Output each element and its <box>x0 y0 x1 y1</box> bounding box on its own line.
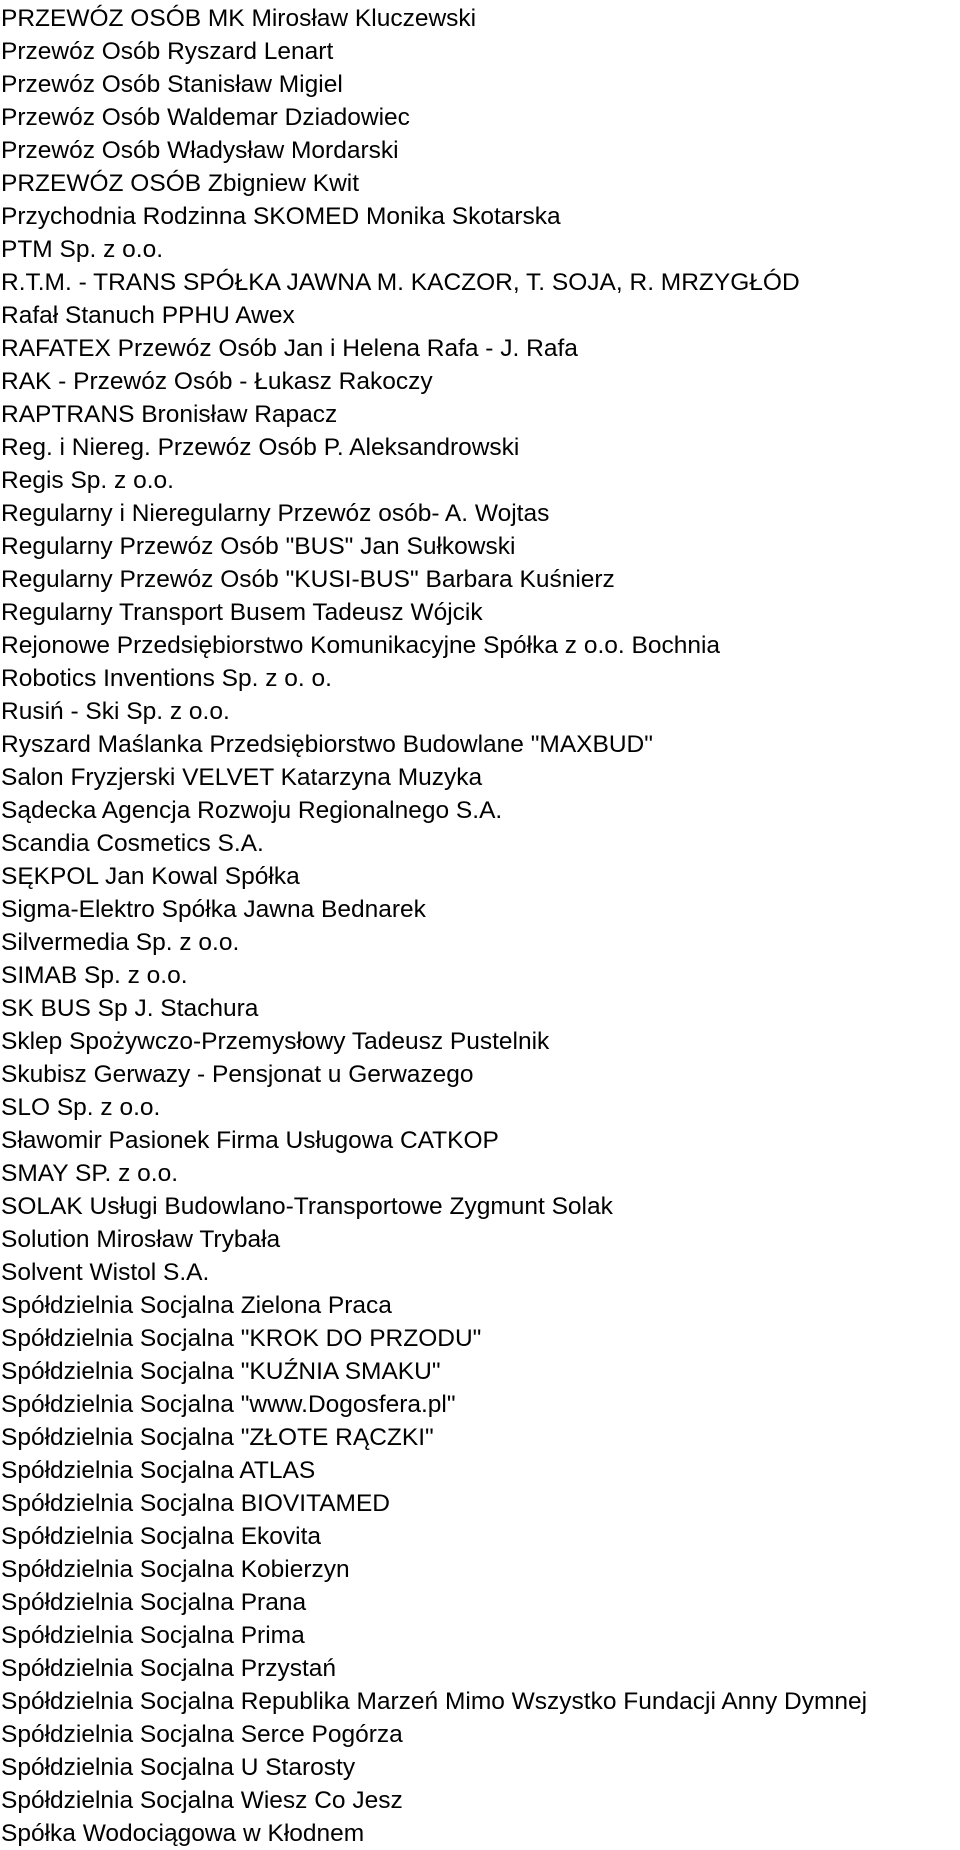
list-item: PRZEWÓZ OSÓB Zbigniew Kwit <box>1 170 360 197</box>
list-item: Przychodnia Rodzinna SKOMED Monika Skotarska <box>1 203 561 230</box>
list-item: Spółdzielnia Socjalna ATLAS <box>1 1457 316 1484</box>
list-item: Spółdzielnia Socjalna Prana <box>1 1589 307 1616</box>
list-item: Spółdzielnia Socjalna "ZŁOTE RĄCZKI" <box>1 1424 434 1451</box>
list-item: Solution Mirosław Trybała <box>1 1226 281 1253</box>
list-item: Robotics Inventions Sp. z o. o. <box>1 665 332 692</box>
list-item: Rusiń - Ski Sp. z o.o. <box>1 698 230 725</box>
list-item: PTM Sp. z o.o. <box>1 236 164 263</box>
list-item: Spółka Wodociągowa w Kłodnem <box>1 1820 365 1847</box>
list-item: SLO Sp. z o.o. <box>1 1094 161 1121</box>
list-item: Silvermedia Sp. z o.o. <box>1 929 240 956</box>
list-item: Spółdzielnia Socjalna "KROK DO PRZODU" <box>1 1325 482 1352</box>
list-item: SIMAB Sp. z o.o. <box>1 962 188 989</box>
list-item: Spółdzielnia Socjalna Zielona Praca <box>1 1292 392 1319</box>
list-item: Rafał Stanuch PPHU Awex <box>1 302 295 329</box>
list-item: Skubisz Gerwazy - Pensjonat u Gerwazego <box>1 1061 474 1088</box>
list-item: Spółdzielnia Socjalna Kobierzyn <box>1 1556 350 1583</box>
list-item: SMAY SP. z o.o. <box>1 1160 179 1187</box>
list-item: Przewóz Osób Władysław Mordarski <box>1 137 399 164</box>
list-item: Sigma-Elektro Spółka Jawna Bednarek <box>1 896 426 923</box>
list-item: Spółdzielnia Socjalna "KUŹNIA SMAKU" <box>1 1358 441 1385</box>
list-item: Sądecka Agencja Rozwoju Regionalnego S.A. <box>1 797 503 824</box>
list-item: SĘKPOL Jan Kowal Spółka <box>1 863 300 890</box>
list-item: Spółdzielnia Socjalna Ekovita <box>1 1523 322 1550</box>
list-item: Spółdzielnia Socjalna U Starosty <box>1 1754 356 1781</box>
list-item: Spółdzielnia Socjalna BIOVITAMED <box>1 1490 390 1517</box>
list-item: Scandia Cosmetics S.A. <box>1 830 264 857</box>
list-item: SOLAK Usługi Budowlano-Transportowe Zygmunt Solak <box>1 1193 613 1220</box>
list-item: Salon Fryzjerski VELVET Katarzyna Muzyka <box>1 764 483 791</box>
list-item: Spółdzielnia Socjalna Przystań <box>1 1655 337 1682</box>
list-item: RAFATEX Przewóz Osób Jan i Helena Rafa - J. Rafa <box>1 335 578 362</box>
list-item: PRZEWÓZ OSÓB MK Mirosław Kluczewski <box>1 5 477 32</box>
list-item: Spółdzielnia Socjalna Wiesz Co Jesz <box>1 1787 403 1814</box>
list-item: Regularny Przewóz Osób "BUS" Jan Sułkowski <box>1 533 516 560</box>
list-item: Regularny i Nieregularny Przewóz osób- A. Wojtas <box>1 500 550 527</box>
list-item: Spółdzielnia Socjalna Prima <box>1 1622 305 1649</box>
list-item: Spółdzielnia Socjalna Republika Marzeń Mimo Wszystko Fundacji Anny Dymnej <box>1 1688 868 1715</box>
list-item: Sławomir Pasionek Firma Usługowa CATKOP <box>1 1127 499 1154</box>
list-item: Regularny Transport Busem Tadeusz Wójcik <box>1 599 483 626</box>
list-item: SK BUS Sp J. Stachura <box>1 995 259 1022</box>
list-item: Regularny Przewóz Osób "KUSI-BUS" Barbara Kuśnierz <box>1 566 615 593</box>
list-item: Reg. i Niereg. Przewóz Osób P. Aleksandrowski <box>1 434 520 461</box>
list-item: Sklep Spożywczo-Przemysłowy Tadeusz Pustelnik <box>1 1028 550 1055</box>
list-item: RAPTRANS Bronisław Rapacz <box>1 401 338 428</box>
list-item: RAK - Przewóz Osób - Łukasz Rakoczy <box>1 368 433 395</box>
list-item: Przewóz Osób Waldemar Dziadowiec <box>1 104 410 131</box>
list-item: Spółdzielnia Socjalna Serce Pogórza <box>1 1721 403 1748</box>
list-item: Regis Sp. z o.o. <box>1 467 174 494</box>
list-item: Przewóz Osób Stanisław Migiel <box>1 71 343 98</box>
list-item: Ryszard Maślanka Przedsiębiorstwo Budowlane "MAXBUD" <box>1 731 653 758</box>
list-item: Solvent Wistol S.A. <box>1 1259 210 1286</box>
list-item: Przewóz Osób Ryszard Lenart <box>1 38 334 65</box>
list-item: Spółdzielnia Socjalna "www.Dogosfera.pl" <box>1 1391 456 1418</box>
list-item: Rejonowe Przedsiębiorstwo Komunikacyjne Spółka z o.o. Bochnia <box>1 632 721 659</box>
list-item: R.T.M. - TRANS SPÓŁKA JAWNA M. KACZOR, T. SOJA, R. MRZYGŁÓD <box>1 269 800 296</box>
